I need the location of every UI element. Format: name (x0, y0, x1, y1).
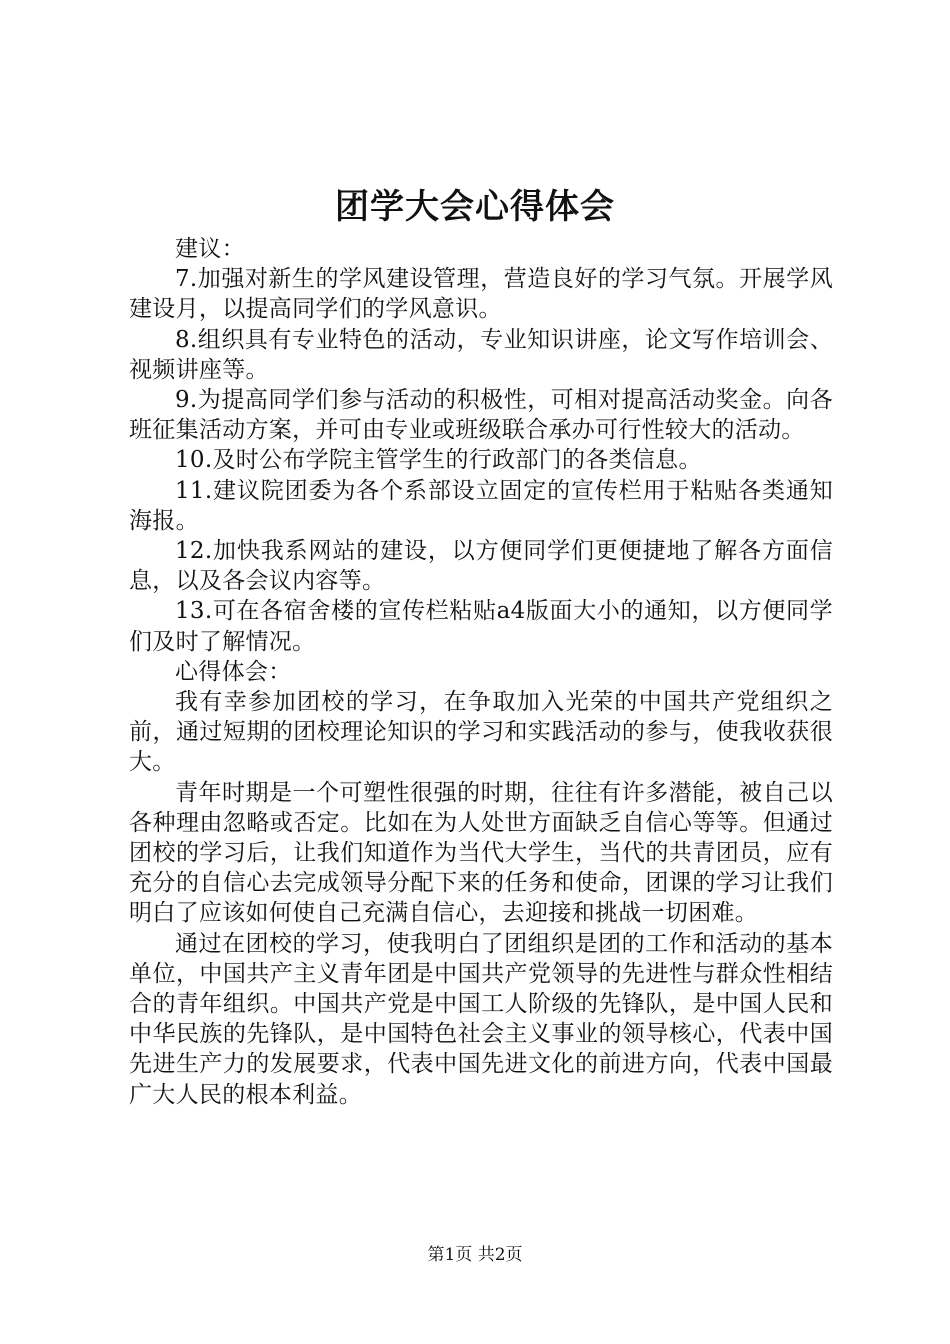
paragraph-reflection-heading: 心得体会： (175, 658, 292, 685)
paragraph-suggestion-10: 10.及时公布学院主管学生的行政部门的各类信息。 (175, 447, 702, 474)
document-body (129, 234, 833, 1110)
paragraph-suggestions-heading: 建议： (175, 236, 245, 262)
paragraph-reflection-2: 青年时期是一个可塑性很强的时期，往往有许多潜能，被自己以各种理由忽略或否定。比如在为人处世方面缺乏自信心等等。但通过团校的学习后，让我们知道作为当代大学生，当代的共青团员，应有充分的自信心去完成领导分配下来的任务和使命，团课的学习让我们明白了应该如何使自己充满自信心，去迎接和挑战一切困难。 (129, 779, 833, 927)
paragraph-reflection-3: 通过在团校的学习，使我明白了团组织是团的工作和活动的基本单位，中国共产主义青年团是中国共产党领导的先进性与群众性相结合的青年组织。中国共产党是中国工人阶级的先锋队，是中国人民和中华民族的先锋队，是中国特色社会主义事业的领导核心，代表中国先进生产力的发展要求，代表中国先进文化的前进方向，代表中国最广大人民的根本利益。 (129, 930, 833, 1108)
paragraph-suggestion-9: 9.为提高同学们参与活动的积极性，可相对提高活动奖金。向各班征集活动方案，并可由专业或班级联合承办可行性较大的活动。 (129, 387, 833, 444)
paragraph-suggestion-12: 12.加快我系网站的建设，以方便同学们更便捷地了解各方面信息，以及各会议内容等。 (129, 538, 833, 595)
document-title: 团学大会心得体会 (335, 187, 615, 227)
paragraph-suggestion-11: 11.建议院团委为各个系部设立固定的宣传栏用于粘贴各类通知海报。 (129, 477, 833, 534)
paragraph-suggestion-8: 8.组织具有专业特色的活动，专业知识讲座，论文写作培训会、视频讲座等。 (129, 326, 833, 383)
paragraph-suggestion-7: 7.加强对新生的学风建设管理，营造良好的学习气氛。开展学风建设月，以提高同学们的学风意识。 (129, 266, 833, 323)
paragraph-reflection-1: 我有幸参加团校的学习，在争取加入光荣的中国共产党组织之前，通过短期的团校理论知识的学习和实践活动的参与，使我收获很大。 (129, 689, 833, 776)
paragraph-suggestion-13: 13.可在各宿舍楼的宣传栏粘贴a4版面大小的通知，以方便同学们及时了解情况。 (129, 598, 833, 655)
page-footer (0, 1243, 950, 1267)
page-number: 第1页 共2页 (427, 1245, 523, 1265)
